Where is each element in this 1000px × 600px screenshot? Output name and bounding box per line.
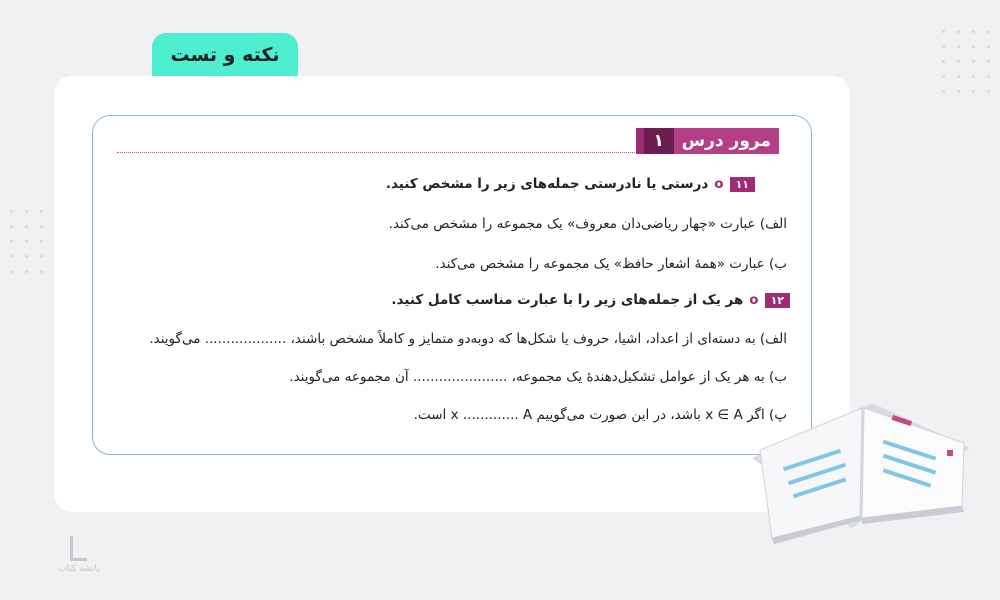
decor-dots-right (942, 30, 990, 93)
header-divider (117, 152, 637, 153)
question-12-number: ۱۲ (765, 293, 790, 308)
logo-icon (70, 536, 87, 561)
question-11-text: درستی یا نادرستی جمله‌های زیر را مشخص کنید. (385, 176, 709, 192)
badge-label: مرور درس (674, 128, 779, 154)
question-11-item-b: ب) عبارت «همهٔ اشعار حافظ» یک مجموعه را مشخص می‌کند. (435, 256, 787, 272)
question-12-title (391, 292, 790, 308)
question-11-item-a: الف) عبارت «چهار ریاضی‌دان معروف» یک مجموعه را مشخص می‌کند. (388, 216, 787, 232)
logo-text: پاتشه کتاب (58, 564, 100, 574)
lesson-review-badge (636, 128, 779, 154)
question-12-item-b: ب) به هر یک از عوامل تشکیل‌دهندهٔ یک مجموعه، ...................... آن مجموعه می‌گویند. (289, 369, 787, 385)
section-tab: نکته و تست (152, 33, 298, 77)
open-book-illustration (742, 388, 982, 558)
badge-number: ۱ (644, 128, 674, 154)
publisher-logo (58, 536, 100, 574)
decor-dots-left (10, 210, 43, 273)
question-11-title (386, 176, 755, 192)
exercise-box (92, 115, 812, 455)
question-12-text: هر یک از جمله‌های زیر را با عبارت مناسب کامل کنید. (391, 292, 744, 308)
question-11-number: ۱۱ (730, 177, 755, 192)
question-12-item-c: پ) اگر x ∈ A باشد، در این صورت می‌گوییم x ............. A است. (413, 407, 787, 423)
question-12-item-a: الف) به دسته‌ای از اعداد، اشیا، حروف یا شکل‌ها که دوبه‌دو متمایز و کاملاً مشخص باشند، ................... می‌گویند. (149, 331, 787, 347)
bullet-icon: o (714, 176, 724, 192)
bullet-icon: o (749, 292, 759, 308)
